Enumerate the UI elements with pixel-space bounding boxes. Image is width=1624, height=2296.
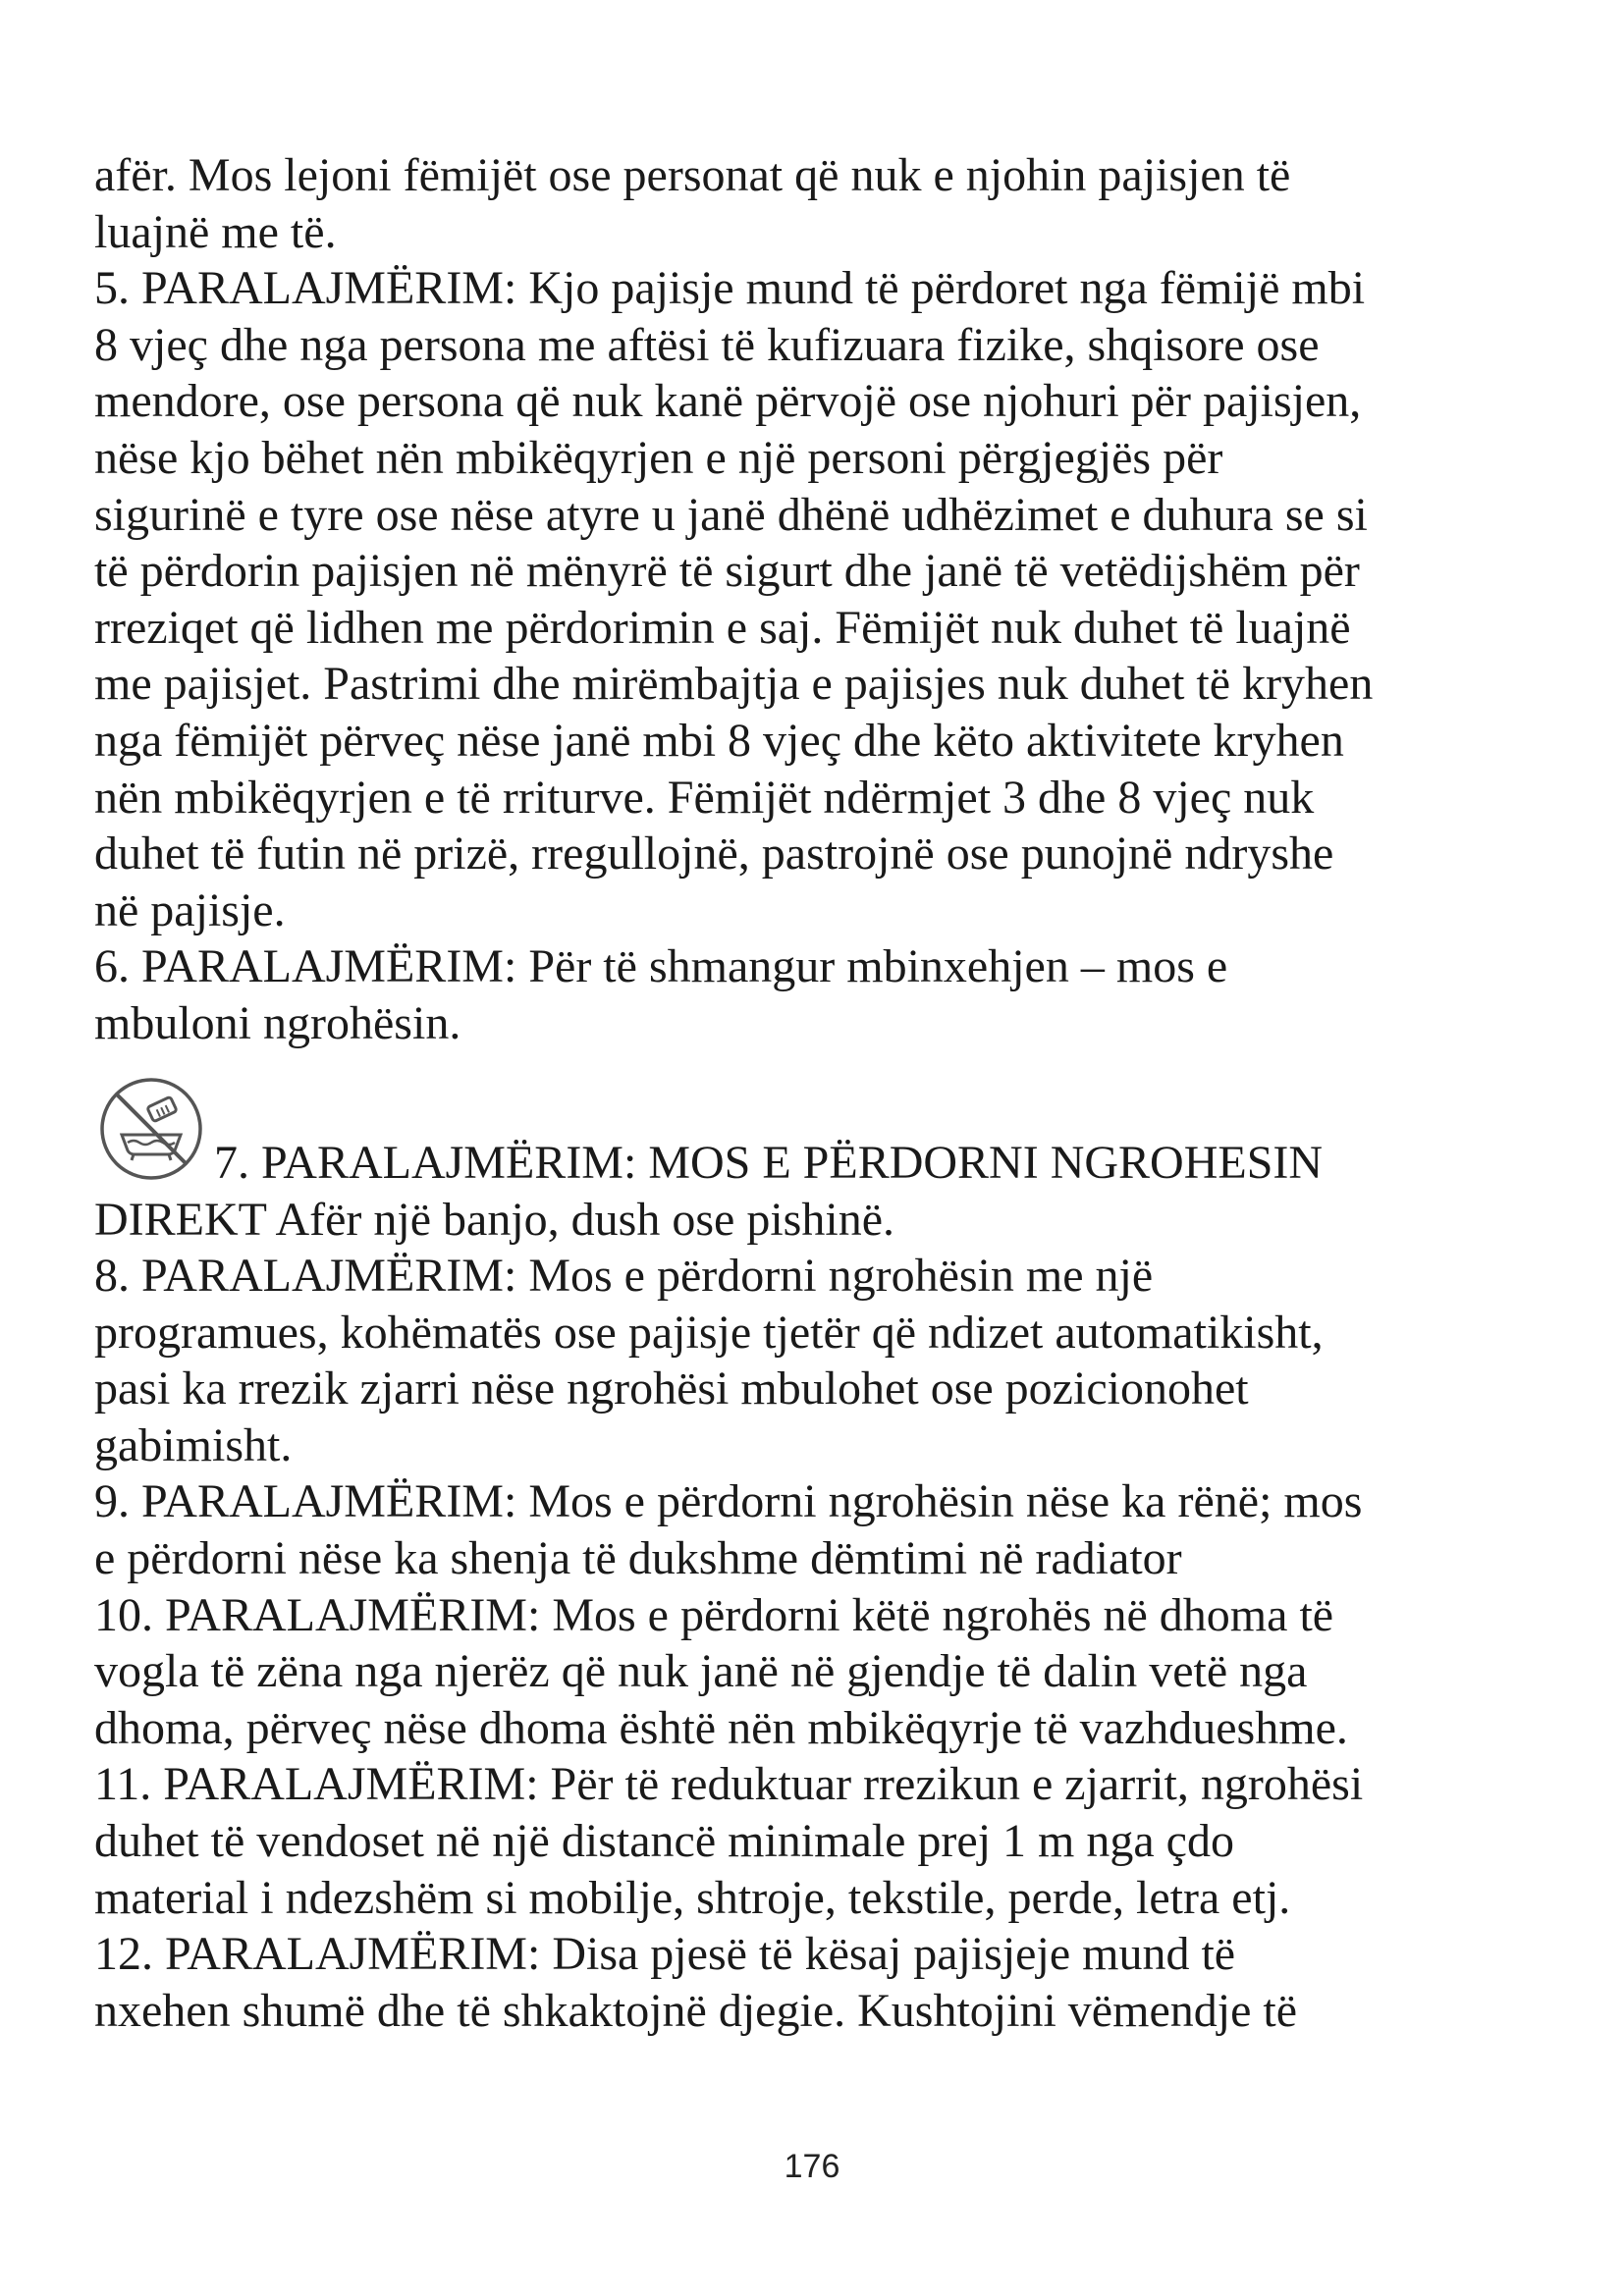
text-line: vogla të zëna nga njerëz që nuk janë në gjendje të dalin vetë nga <box>94 1645 1308 1698</box>
page-body <box>94 147 1528 2039</box>
text-line: 7. PARALAJMËRIM: MOS E PËRDORNI NGROHESIN <box>214 1136 1324 1189</box>
text-line: sigurinë e tyre ose nëse atyre u janë dhënë udhëzimet e duhura se si <box>94 488 1368 541</box>
text-line: luajnë me të. <box>94 205 337 258</box>
text-line: nën mbikëqyrjen e të rriturve. Fëmijët ndërmjet 3 dhe 8 vjeç nuk <box>94 771 1315 824</box>
text-line: e përdorni nëse ka shenja të dukshme dëmtimi në radiator <box>94 1532 1182 1585</box>
paragraph-continuation <box>94 147 1528 260</box>
warning-6 <box>94 938 1528 1051</box>
text-line: duhet të futin në prizë, rregullojnë, pastrojnë ose punojnë ndryshe <box>94 828 1334 881</box>
warning-7 <box>94 1066 1528 1249</box>
text-line: mendore, ose persona që nuk kanë përvojë ose njohuri për pajisjen, <box>94 375 1362 428</box>
warning-12 <box>94 1926 1528 2039</box>
warning-5 <box>94 260 1528 938</box>
text-line: 8 vjeç dhe nga persona me aftësi të kufizuara fizike, shqisore ose <box>94 318 1320 371</box>
text-line: nxehen shumë dhe të shkaktojnë djegie. Kushtojini vëmendje të <box>94 1984 1298 2037</box>
warning-11 <box>94 1756 1528 1926</box>
text-line: material i ndezshëm si mobilje, shtroje, tekstile, perde, letra etj. <box>94 1871 1291 1924</box>
text-line: të përdorin pajisjen në mënyrë të sigurt dhe janë të vetëdijshëm për <box>94 545 1360 598</box>
warning-9 <box>94 1473 1528 1586</box>
text-line: 5. PARALAJMËRIM: Kjo pajisje mund të përdoret nga fëmijë mbi <box>94 262 1366 315</box>
text-line: nga fëmijët përveç nëse janë mbi 8 vjeç dhe këto aktivitete kryhen <box>94 714 1344 767</box>
no-bath-use-icon <box>92 1066 210 1192</box>
icon-line <box>94 1066 1528 1192</box>
text-line: duhet të vendoset në një distancë minimale prej 1 m nga çdo <box>94 1815 1234 1868</box>
text-line: programues, kohëmatës ose pajisje tjetër që ndizet automatikisht, <box>94 1306 1324 1359</box>
warning-8 <box>94 1248 1528 1473</box>
text-line: 9. PARALAJMËRIM: Mos e përdorni ngrohësin nëse ka rënë; mos <box>94 1475 1363 1528</box>
text-line: 12. PARALAJMËRIM: Disa pjesë të kësaj pajisjeje mund të <box>94 1928 1236 1981</box>
text-line: dhoma, përveç nëse dhoma është nën mbikëqyrje të vazhdueshme. <box>94 1701 1348 1754</box>
text-line: nëse kjo bëhet nën mbikëqyrjen e një personi përgjegjës për <box>94 431 1223 484</box>
text-line: 8. PARALAJMËRIM: Mos e përdorni ngrohësin me një <box>94 1250 1154 1303</box>
text-line: gabimisht. <box>94 1418 293 1471</box>
warning-10 <box>94 1587 1528 1757</box>
text-line: afër. Mos lejoni fëmijët ose personat që nuk e njohin pajisjen të <box>94 149 1291 201</box>
text-line: në pajisje. <box>94 883 286 936</box>
text-line: pasi ka rrezik zjarri nëse ngrohësi mbulohet ose pozicionohet <box>94 1362 1249 1415</box>
text-line: 6. PARALAJMËRIM: Për të shmangur mbinxehjen – mos e <box>94 940 1228 993</box>
page-number: 176 <box>784 2148 840 2185</box>
text-line: 11. PARALAJMËRIM: Për të reduktuar rrezikun e zjarrit, ngrohësi <box>94 1758 1364 1811</box>
text-line: DIREKT Afër një banjo, dush ose pishinë. <box>94 1193 894 1246</box>
text-line: 10. PARALAJMËRIM: Mos e përdorni këtë ngrohës në dhoma të <box>94 1588 1334 1641</box>
text-line: rreziqet që lidhen me përdorimin e saj. Fëmijët nuk duhet të luajnë <box>94 601 1351 654</box>
text-line: mbuloni ngrohësin. <box>94 996 461 1049</box>
text-line: me pajisjet. Pastrimi dhe mirëmbajtja e pajisjes nuk duhet të kryhen <box>94 658 1374 711</box>
